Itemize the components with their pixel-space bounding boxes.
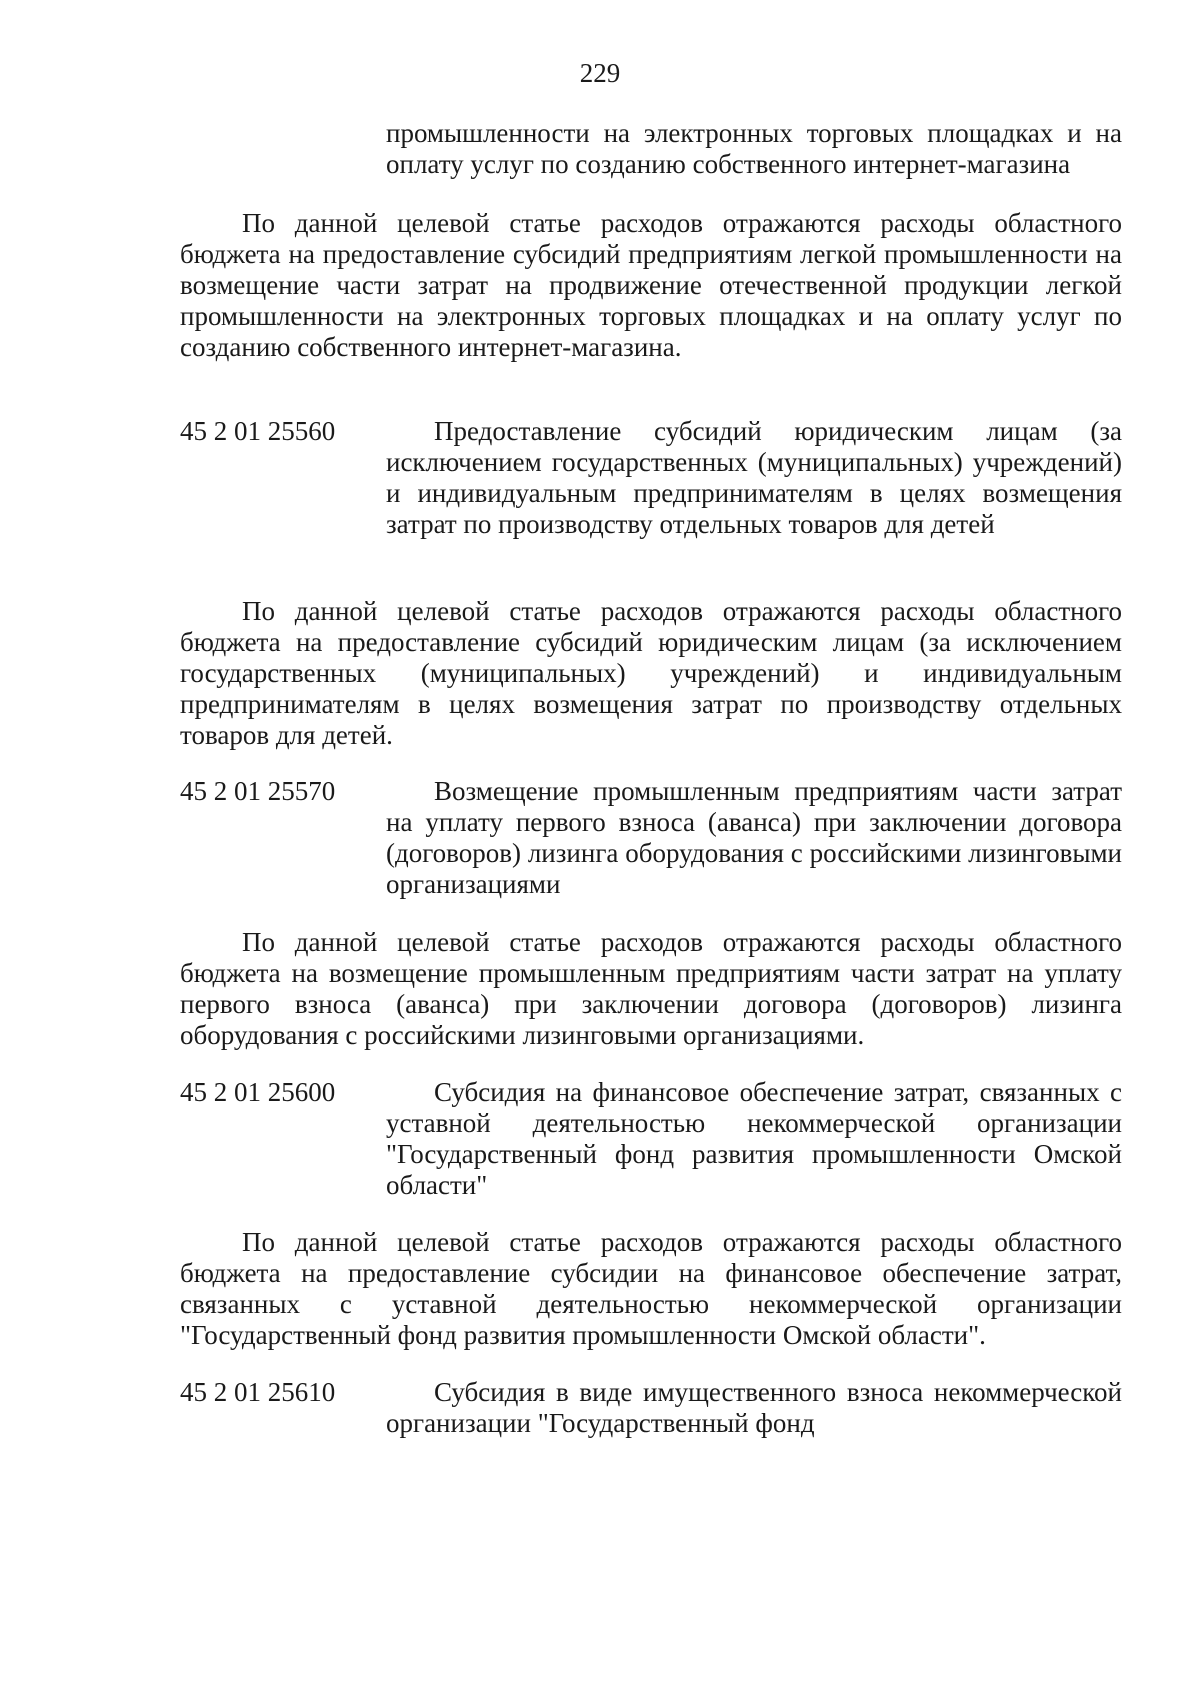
entry-description: По данной целевой статье расходов отражаются расходы областного бюджета на предоставление субсидий юридическим лицам (за исключением государственных (муниципальных) учреждений) и индивидуальным предпринимателям в целях возмещения затрат по производству отдельных товаров для детей. <box>180 596 1122 750</box>
budget-code: 45 2 01 25610 <box>180 1377 336 1407</box>
entry-title: Предоставление субсидий юридическим лицам (за исключением государственных (муниципальных) учреждений) и индивидуальным предпринимателям в целях возмещения затрат по производству отдельных товаров для детей <box>386 416 1122 539</box>
description-paragraph: По данной целевой статье расходов отражаются расходы областного бюджета на предоставление субсидий предприятиям легкой промышленности на возмещение части затрат на продвижение отечественной продукции легкой промышленности на электронных торговых площадках и на оплату услуг по созданию собственного интернет-магазина. <box>180 208 1122 362</box>
budget-code: 45 2 01 25600 <box>180 1077 336 1107</box>
entry-title: Возмещение промышленным предприятиям части затрат на уплату первого взноса (аванса) при заключении договора (договоров) лизинга оборудования с российскими лизинговыми организациями <box>386 776 1122 899</box>
page-number: 229 <box>579 58 621 88</box>
budget-code: 45 2 01 25560 <box>180 416 336 446</box>
budget-code: 45 2 01 25570 <box>180 776 336 806</box>
entry-title: Субсидия на финансовое обеспечение затрат, связанных с уставной деятельностью некоммерческой организации "Государственный фонд развития промышленности Омской области" <box>386 1077 1122 1200</box>
entry-title: Субсидия в виде имущественного взноса некоммерческой организации "Государственный фонд <box>386 1377 1122 1438</box>
continuation-text: промышленности на электронных торговых площадках и на оплату услуг по созданию собственного интернет-магазина <box>386 118 1122 179</box>
entry-description: По данной целевой статье расходов отражаются расходы областного бюджета на предоставление субсидии на финансовое обеспечение затрат, связанных с уставной деятельностью некоммерческой организации "Государственный фонд развития промышленности Омской области". <box>180 1227 1122 1350</box>
entry-description: По данной целевой статье расходов отражаются расходы областного бюджета на возмещение промышленным предприятиям части затрат на уплату первого взноса (аванса) при заключении договора (договоров) лизинга оборудования с российскими лизинговыми организациями. <box>180 927 1122 1050</box>
